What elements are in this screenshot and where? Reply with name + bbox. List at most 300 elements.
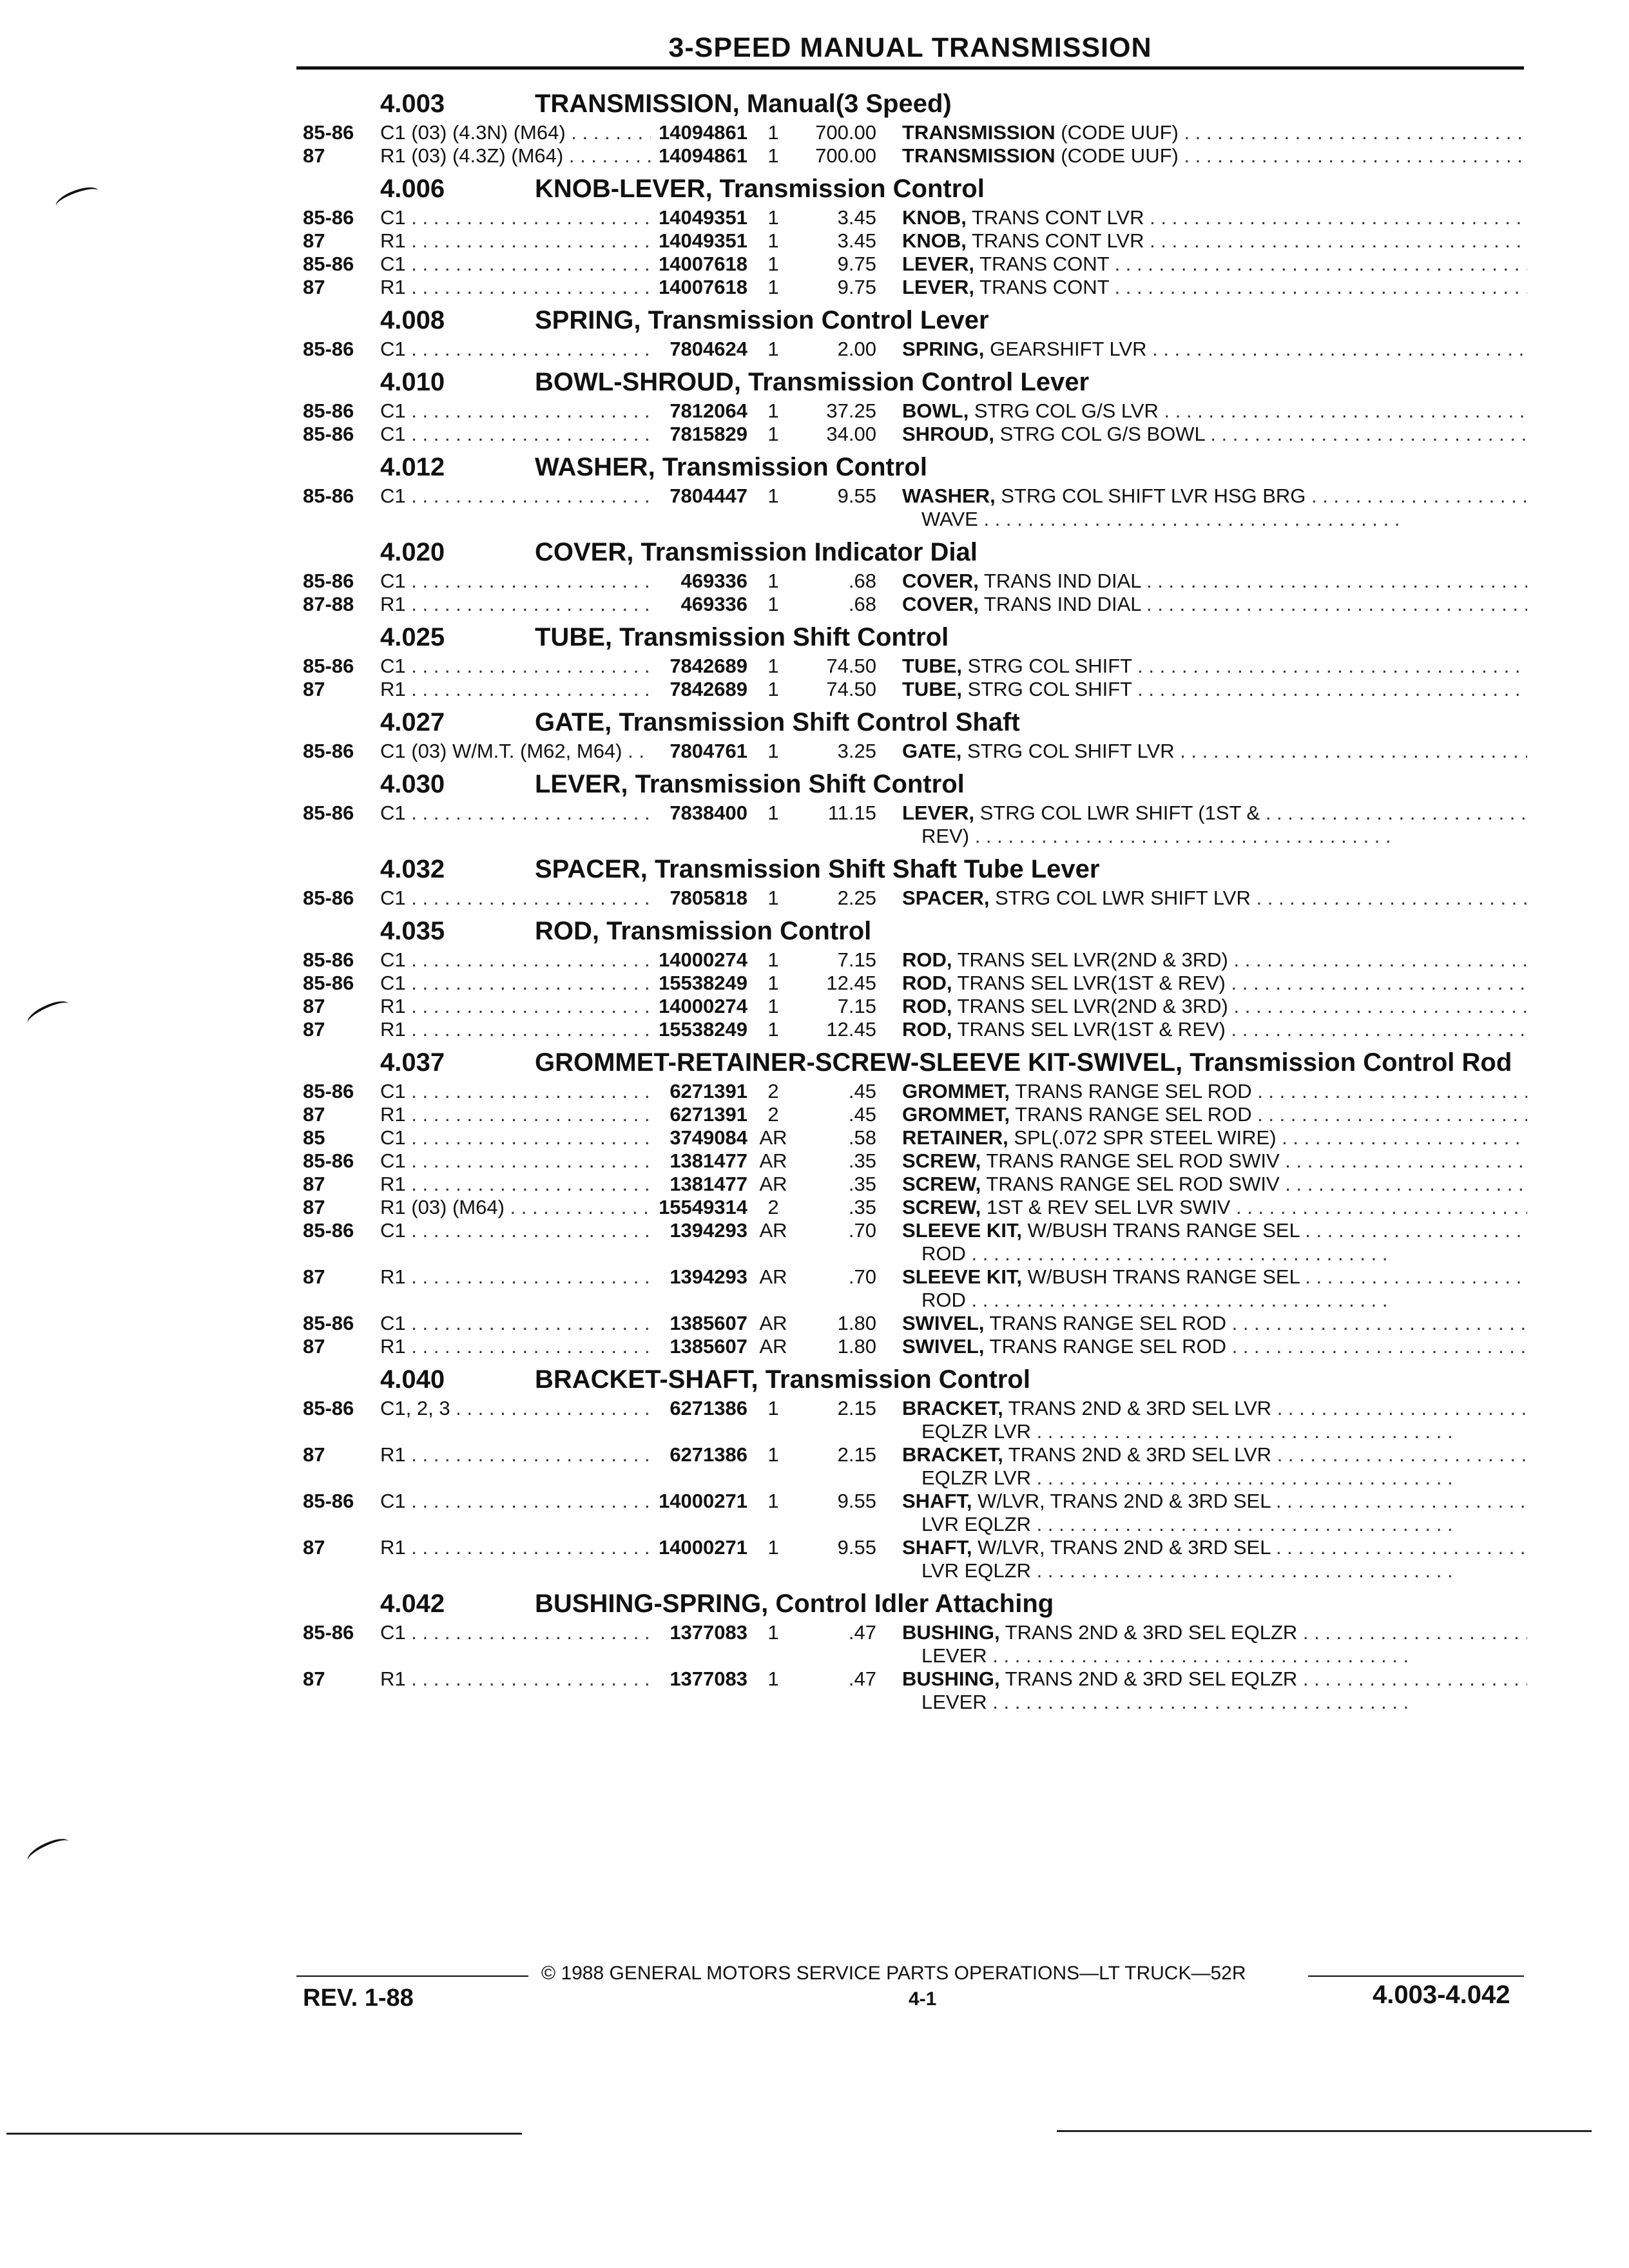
table-row	[303, 802, 1527, 848]
quantity-cell: AR	[759, 1126, 787, 1149]
description-cell	[876, 121, 1527, 144]
section	[303, 701, 1527, 763]
description-name: SHAFT,	[902, 1536, 972, 1559]
description-detail: TRANS 2ND & 3RD SEL EQLZR	[999, 1621, 1298, 1644]
description-continuation: EQLZR LVR . . .	[902, 1466, 1527, 1490]
description-name: SPACER,	[902, 887, 990, 909]
table-row	[303, 948, 1527, 972]
description-detail: TRANS SEL LVR(1ST & REV)	[952, 1018, 1226, 1041]
description-line	[902, 1018, 1527, 1041]
model-cell: R1 . . .	[380, 1018, 651, 1041]
quantity-cell: 2	[767, 1196, 779, 1218]
part-number-cell: 1394293	[670, 1265, 747, 1288]
table-row	[303, 276, 1527, 299]
description-detail: STRG COL SHIFT	[962, 655, 1132, 677]
section-number: 4.020	[380, 538, 445, 566]
description-line	[902, 1621, 1527, 1644]
year-cell: 87	[303, 1443, 325, 1466]
footer-rule-left	[296, 1975, 528, 1977]
price-cell: 2.15	[837, 1443, 876, 1466]
description-cell	[876, 1536, 1527, 1582]
part-number-cell: 7842689	[670, 655, 747, 677]
section-title: GROMMET-RETAINER-SCREW-SLEEVE KIT-SWIVEL, Transmission Control Rod	[535, 1048, 1512, 1077]
footer-range: 4.003-4.042	[1373, 1981, 1510, 2009]
table-row	[303, 1219, 1527, 1265]
section-title: SPACER, Transmission Shift Shaft Tube Lever	[535, 855, 1100, 883]
model-cell: C1 . . .	[380, 1490, 651, 1513]
table-row	[303, 678, 1527, 701]
year-cell: 85-86	[303, 1080, 354, 1102]
table-row	[303, 1173, 1527, 1196]
scan-edge-line	[1057, 2130, 1592, 2132]
quantity-cell: 1	[767, 972, 779, 994]
description-detail: SPL(.072 SPR STEEL WIRE)	[1008, 1126, 1277, 1149]
description-cell	[876, 1219, 1527, 1265]
description-detail: TRANS RANGE SEL ROD	[1010, 1080, 1252, 1102]
description-detail: TRANS SEL LVR(2ND & 3RD)	[952, 948, 1228, 971]
year-cell: 87	[303, 1018, 325, 1041]
table-row	[303, 1265, 1527, 1312]
year-cell: 87-88	[303, 593, 354, 615]
section-heading	[303, 168, 1527, 204]
description-line	[902, 144, 1527, 168]
part-number-cell: 6271391	[670, 1080, 747, 1102]
description-cell	[876, 144, 1527, 168]
part-number-cell: 1377083	[670, 1621, 747, 1644]
description-cell	[876, 423, 1527, 446]
description-line	[902, 655, 1527, 678]
price-cell: 9.75	[837, 276, 876, 298]
price-cell: 700.00	[815, 121, 876, 144]
price-cell: 7.15	[837, 948, 876, 971]
model-cell: C1 . . .	[380, 253, 651, 276]
page-title: 3-SPEED MANUAL TRANSMISSION	[668, 32, 1152, 63]
description-name: GROMMET,	[902, 1080, 1010, 1102]
price-cell: .58	[848, 1126, 876, 1149]
quantity-cell: 1	[767, 678, 779, 700]
section-heading	[303, 361, 1527, 397]
description-continuation: ROD . . .	[902, 1242, 1527, 1265]
price-cell: 37.25	[826, 399, 876, 422]
description-line	[902, 1490, 1527, 1513]
part-number-cell: 7812064	[670, 399, 747, 422]
year-cell: 87	[303, 1335, 325, 1358]
description-line	[902, 206, 1527, 229]
description-line	[902, 740, 1527, 763]
part-number-cell: 1385607	[670, 1335, 747, 1358]
model-cell: R1 . . .	[380, 229, 651, 253]
part-number-cell: 7838400	[670, 802, 747, 824]
description-detail: W/LVR, TRANS 2ND & 3RD SEL	[972, 1536, 1271, 1559]
description-name: SCREW,	[902, 1149, 981, 1172]
price-cell: 1.80	[837, 1312, 876, 1334]
header-rule	[296, 66, 1524, 70]
section	[303, 446, 1527, 531]
price-cell: 74.50	[826, 655, 876, 677]
part-number-cell: 7804447	[670, 485, 747, 507]
description-cell	[876, 1443, 1527, 1490]
part-number-cell: 6271386	[670, 1443, 747, 1466]
description-line	[902, 423, 1527, 446]
description-line	[902, 1196, 1527, 1219]
year-cell: 85-86	[303, 423, 354, 445]
quantity-cell: 1	[767, 948, 779, 971]
quantity-cell: AR	[759, 1149, 787, 1172]
section-number: 4.027	[380, 708, 445, 736]
section-number: 4.010	[380, 368, 445, 396]
model-cell: R1 . . .	[380, 678, 651, 701]
description-name: SLEEVE KIT,	[902, 1219, 1023, 1242]
description-name: ROD,	[902, 995, 952, 1017]
description-line	[902, 485, 1527, 508]
model-cell: C1 . . .	[380, 206, 651, 229]
description-continuation: ROD . . .	[902, 1289, 1527, 1312]
description-name: KNOB,	[902, 206, 967, 229]
description-line	[902, 593, 1527, 616]
section-heading	[303, 701, 1527, 737]
description-name: COVER,	[902, 570, 979, 592]
year-cell: 87	[303, 678, 325, 700]
description-detail: STRG COL SHIFT LVR	[961, 740, 1175, 762]
year-cell: 87	[303, 276, 325, 298]
description-name: TRANSMISSION	[902, 144, 1055, 167]
model-cell: R1 . . .	[380, 1173, 651, 1196]
part-number-cell: 7804761	[670, 740, 747, 762]
description-cell	[876, 229, 1527, 253]
section-number: 4.012	[380, 453, 445, 481]
description-name: WASHER,	[902, 485, 996, 507]
description-line	[902, 1536, 1527, 1559]
footer-revision: REV. 1-88	[303, 1984, 414, 2012]
model-cell: R1 . . .	[380, 276, 651, 299]
table-row	[303, 887, 1527, 910]
year-cell: 85-86	[303, 121, 354, 144]
quantity-cell: 1	[767, 253, 779, 275]
description-cell	[876, 399, 1527, 423]
quantity-cell: 1	[767, 1667, 779, 1690]
price-cell: 3.45	[837, 206, 876, 229]
price-cell: 9.55	[837, 485, 876, 507]
quantity-cell: 1	[767, 655, 779, 677]
description-continuation: LEVER . . .	[902, 1691, 1527, 1714]
table-row	[303, 1397, 1527, 1443]
part-number-cell: 14000271	[659, 1490, 747, 1512]
parts-list	[303, 82, 1527, 1714]
description-cell	[876, 1335, 1527, 1358]
description-cell	[876, 887, 1527, 910]
model-cell: C1 . . .	[380, 1149, 651, 1173]
price-cell: .68	[848, 593, 876, 615]
description-line	[902, 1335, 1527, 1358]
year-cell: 85-86	[303, 1490, 354, 1512]
part-number-cell: 14094861	[659, 144, 747, 167]
footer-rule-right	[1308, 1975, 1524, 1977]
table-row	[303, 1490, 1527, 1536]
table-row	[303, 1018, 1527, 1041]
quantity-cell: 1	[767, 1536, 779, 1559]
description-cell	[876, 1126, 1527, 1149]
description-detail: TRANS CONT	[974, 276, 1109, 298]
table-row	[303, 1443, 1527, 1490]
part-number-cell: 15549314	[659, 1196, 747, 1218]
section-title: GATE, Transmission Shift Control Shaft	[535, 708, 1020, 736]
description-detail: TRANS RANGE SEL ROD	[984, 1312, 1226, 1334]
table-row	[303, 399, 1527, 423]
table-row	[303, 593, 1527, 616]
part-number-cell: 14000274	[659, 995, 747, 1017]
section-number: 4.003	[380, 90, 445, 118]
section	[303, 910, 1527, 1041]
description-detail: TRANS RANGE SEL ROD	[1010, 1103, 1252, 1126]
part-number-cell: 1377083	[670, 1667, 747, 1690]
table-row	[303, 121, 1527, 144]
description-line	[902, 1103, 1527, 1126]
quantity-cell: 1	[767, 206, 779, 229]
model-cell: C1 . . .	[380, 1126, 651, 1149]
table-row	[303, 1126, 1527, 1149]
quantity-cell: 1	[767, 1397, 779, 1419]
footer-page-number: 4-1	[909, 1988, 937, 2010]
section-number: 4.032	[380, 855, 445, 883]
quantity-cell: AR	[759, 1265, 787, 1288]
description-cell	[876, 1018, 1527, 1041]
section-heading	[303, 1582, 1527, 1619]
price-cell: 9.55	[837, 1490, 876, 1512]
description-detail: TRANS RANGE SEL ROD SWIV	[981, 1149, 1280, 1172]
year-cell: 85-86	[303, 655, 354, 677]
table-row	[303, 1196, 1527, 1219]
table-row	[303, 423, 1527, 446]
quantity-cell: AR	[759, 1219, 787, 1242]
section-title: ROD, Transmission Control	[535, 917, 872, 945]
section-title: BOWL-SHROUD, Transmission Control Lever	[535, 368, 1090, 396]
binder-hole-mark	[24, 996, 72, 1030]
description-cell	[876, 276, 1527, 299]
quantity-cell: 1	[767, 593, 779, 615]
table-row	[303, 740, 1527, 763]
description-detail: TRANS RANGE SEL ROD SWIV	[981, 1173, 1280, 1195]
description-cell	[876, 1621, 1527, 1667]
binder-hole-mark	[53, 183, 102, 214]
part-number-cell: 7805818	[670, 887, 747, 909]
table-row	[303, 1080, 1527, 1103]
description-name: BRACKET,	[902, 1443, 1003, 1466]
model-cell: C1 . . .	[380, 485, 651, 508]
table-row	[303, 655, 1527, 678]
part-number-cell: 14049351	[659, 206, 747, 229]
description-detail: STRG COL LWR SHIFT (1ST &	[974, 802, 1260, 824]
table-row	[303, 144, 1527, 168]
section	[303, 1041, 1527, 1358]
description-name: COVER,	[902, 593, 979, 615]
description-line	[902, 1397, 1527, 1420]
part-number-cell: 14000274	[659, 948, 747, 971]
table-row	[303, 1621, 1527, 1667]
price-cell: 7.15	[837, 995, 876, 1017]
description-line	[902, 1080, 1527, 1103]
part-number-cell: 15538249	[659, 1018, 747, 1041]
section	[303, 361, 1527, 446]
model-cell: C1 (03) W/M.T. (M62, M64) . . .	[380, 740, 651, 763]
description-name: SCREW,	[902, 1196, 981, 1218]
description-name: RETAINER,	[902, 1126, 1008, 1149]
section-title: TRANSMISSION, Manual(3 Speed)	[535, 90, 952, 118]
description-name: ROD,	[902, 948, 952, 971]
description-name: BRACKET,	[902, 1397, 1003, 1419]
part-number-cell: 7815829	[670, 423, 747, 445]
table-row	[303, 1335, 1527, 1358]
description-line	[902, 121, 1527, 144]
table-row	[303, 570, 1527, 593]
quantity-cell: 1	[767, 338, 779, 360]
description-detail: TRANS SEL LVR(1ST & REV)	[952, 972, 1226, 994]
section-heading	[303, 763, 1527, 799]
section-number: 4.030	[380, 770, 445, 798]
model-cell: R1 (03) (4.3Z) (M64) . . .	[380, 144, 651, 168]
model-cell: C1 . . .	[380, 423, 651, 446]
description-cell	[876, 1490, 1527, 1536]
section-heading	[303, 531, 1527, 567]
description-continuation: LVR EQLZR . . .	[902, 1513, 1527, 1536]
quantity-cell: 1	[767, 1621, 779, 1644]
description-line	[902, 1126, 1527, 1149]
section-heading	[303, 616, 1527, 652]
model-cell: C1 . . .	[380, 1080, 651, 1103]
price-cell: 700.00	[815, 144, 876, 167]
table-row	[303, 229, 1527, 253]
price-cell: .47	[848, 1621, 876, 1644]
description-detail: TRANS CONT LVR	[966, 229, 1144, 252]
price-cell: 9.55	[837, 1536, 876, 1559]
description-continuation: LEVER . . .	[902, 1644, 1527, 1667]
description-cell	[876, 1173, 1527, 1196]
price-cell: .68	[848, 570, 876, 592]
quantity-cell: 1	[767, 740, 779, 762]
part-number-cell: 14094861	[659, 121, 747, 144]
section-heading	[303, 82, 1527, 119]
model-cell: R1 . . .	[380, 1667, 651, 1691]
price-cell: .35	[848, 1196, 876, 1218]
description-cell	[876, 570, 1527, 593]
section-title: KNOB-LEVER, Transmission Control	[535, 175, 985, 203]
description-detail: TRANS CONT	[974, 253, 1109, 275]
section-heading	[303, 1041, 1527, 1077]
section-number: 4.006	[380, 175, 445, 203]
section-number: 4.042	[380, 1590, 445, 1618]
description-detail: STRG COL LWR SHIFT LVR	[989, 887, 1251, 909]
description-detail: STRG COL SHIFT	[962, 678, 1132, 700]
part-number-cell: 6271391	[670, 1103, 747, 1126]
description-name: BUSHING,	[902, 1667, 1000, 1690]
section-heading	[303, 910, 1527, 946]
part-number-cell: 1394293	[670, 1219, 747, 1242]
section-heading	[303, 299, 1527, 335]
table-row	[303, 972, 1527, 995]
model-cell: R1 . . .	[380, 593, 651, 616]
description-line	[902, 887, 1527, 910]
section-title: BUSHING-SPRING, Control Idler Attaching	[535, 1590, 1054, 1618]
description-detail: TRANS IND DIAL	[978, 593, 1141, 615]
price-cell: 11.15	[827, 802, 876, 824]
description-line	[902, 276, 1527, 299]
description-detail: STRG COL G/S BOWL	[994, 423, 1205, 445]
model-cell: C1 . . .	[380, 948, 651, 972]
year-cell: 87	[303, 1265, 325, 1288]
part-number-cell: 6271386	[670, 1397, 747, 1419]
year-cell: 85-86	[303, 399, 354, 422]
description-name: LEVER,	[902, 802, 974, 824]
section-heading	[303, 1358, 1527, 1394]
description-cell	[876, 740, 1527, 763]
quantity-cell: 1	[767, 802, 779, 824]
binder-hole-mark	[24, 1834, 72, 1868]
description-detail: TRANS IND DIAL	[978, 570, 1141, 592]
section-number: 4.040	[380, 1365, 445, 1394]
description-cell	[876, 1196, 1527, 1219]
part-number-cell: 1385607	[670, 1312, 747, 1334]
section-title: TUBE, Transmission Shift Control	[535, 623, 949, 651]
quantity-cell: 1	[767, 1490, 779, 1512]
price-cell: .47	[848, 1667, 876, 1690]
price-cell: 2.15	[837, 1397, 876, 1419]
year-cell: 85-86	[303, 948, 354, 971]
description-cell	[876, 678, 1527, 701]
table-row	[303, 338, 1527, 361]
part-number-cell: 3749084	[670, 1126, 747, 1149]
description-name: TUBE,	[902, 678, 962, 700]
year-cell: 85-86	[303, 253, 354, 275]
description-name: LEVER,	[902, 253, 974, 275]
description-line	[902, 570, 1527, 593]
quantity-cell: 1	[767, 1443, 779, 1466]
description-detail: TRANS 2ND & 3RD SEL EQLZR	[999, 1667, 1298, 1690]
description-name: LEVER,	[902, 276, 974, 298]
year-cell: 85-86	[303, 1312, 354, 1334]
description-name: TUBE,	[902, 655, 962, 677]
quantity-cell: 1	[767, 144, 779, 167]
quantity-cell: 1	[767, 121, 779, 144]
description-line	[902, 972, 1527, 995]
quantity-cell: 1	[767, 887, 779, 909]
model-cell: C1 . . .	[380, 399, 651, 423]
description-line	[902, 229, 1527, 253]
model-cell: R1 . . .	[380, 1443, 651, 1466]
section	[303, 168, 1527, 299]
description-detail: W/BUSH TRANS RANGE SEL	[1022, 1219, 1300, 1242]
price-cell: 9.75	[837, 253, 876, 275]
description-detail: TRANS SEL LVR(2ND & 3RD)	[952, 995, 1228, 1017]
description-line	[902, 1667, 1527, 1691]
model-cell: C1 . . .	[380, 972, 651, 995]
description-continuation: REV) . . .	[902, 825, 1527, 848]
model-cell: R1 . . .	[380, 1536, 651, 1559]
quantity-cell: 2	[767, 1080, 779, 1102]
quantity-cell: 1	[767, 423, 779, 445]
model-cell: C1 . . .	[380, 1312, 651, 1335]
description-name: GROMMET,	[902, 1103, 1010, 1126]
year-cell: 85-86	[303, 1397, 354, 1419]
section	[303, 1358, 1527, 1582]
year-cell: 85-86	[303, 972, 354, 994]
description-name: SWIVEL,	[902, 1335, 985, 1358]
description-cell	[876, 1397, 1527, 1443]
description-line	[902, 338, 1527, 361]
year-cell: 85-86	[303, 1621, 354, 1644]
year-cell: 85-86	[303, 887, 354, 909]
description-name: BOWL,	[902, 399, 969, 422]
description-detail: TRANS RANGE SEL ROD	[984, 1335, 1226, 1358]
section-title: COVER, Transmission Indicator Dial	[535, 538, 978, 566]
